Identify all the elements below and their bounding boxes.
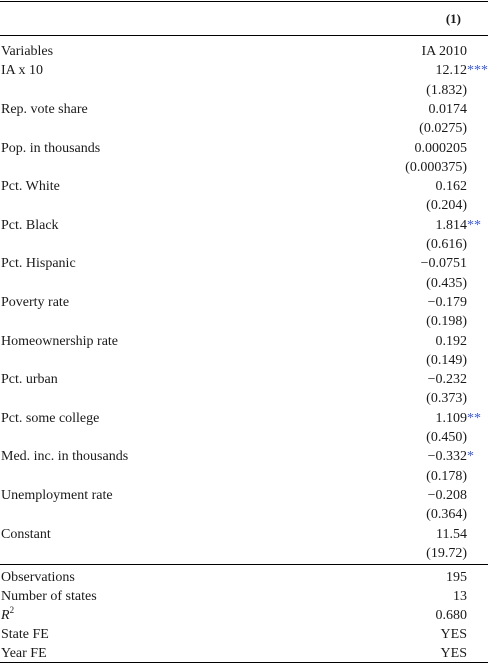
table-row [0,42,488,61]
std-error-value [426,389,467,408]
stat-label [1,625,49,644]
row-label: Pct. White [1,179,60,195]
row-label: Rep. vote share [1,101,88,117]
table-row [0,254,488,273]
value-text: (0.178) [426,468,467,484]
coefficient-value [415,139,468,158]
stat-label-text: R [1,608,10,623]
table-row [0,274,488,293]
table-row [0,196,488,215]
stat-label-text: Year FE [1,646,47,661]
coefficient-value [428,370,467,389]
std-error-value [426,467,467,486]
table-row [0,544,488,563]
stat-value: YES [440,627,467,642]
table-row [0,409,488,428]
std-error-value [426,312,467,331]
std-error-value [426,351,467,370]
value-text: (1.832) [426,82,467,98]
row-label: Pct. some college [1,410,100,426]
stat-value: 0.680 [435,608,467,623]
value-text: −0.179 [427,294,467,310]
stat-label-text: Number of states [1,589,97,604]
table-row [0,158,488,177]
row-label: Med. inc. in thousands [1,449,129,465]
stats-row [0,644,488,663]
stat-value: 195 [446,570,467,585]
stats-row [0,625,488,644]
value-text: −0.332 [427,449,467,465]
stats-row [0,606,488,625]
table-row [0,447,488,466]
coefficient-value [428,293,467,312]
row-label: Unemployment rate [1,487,113,503]
std-error-value [426,196,467,215]
value-text: (0.198) [426,314,467,330]
std-error-value [426,81,467,100]
value-text: −0.0751 [420,256,467,272]
coefficient-value [436,409,482,428]
value-text: (0.000375) [405,159,467,175]
coefficient-value [421,254,467,273]
table-row [0,177,488,196]
value-text: (0.616) [426,237,467,252]
table-row [0,235,488,254]
coefficient-value [429,100,468,119]
value-text: 12.12 [435,63,467,79]
std-error-value [426,544,467,563]
top-rule [0,1,488,2]
stat-label [1,587,97,606]
value-text: −0.208 [427,487,467,503]
table-row [0,428,488,447]
table-row [0,293,488,312]
value-text: (0.373) [426,391,467,407]
table-row [0,486,488,505]
coefficient-value [436,177,468,196]
bottom-rule [0,662,488,663]
table-row [0,351,488,370]
stat-label-superscript: 2 [9,605,15,615]
std-error-value [405,158,467,177]
significance-stars: ** [467,410,481,426]
std-error-value [419,119,467,138]
stat-label [1,568,75,587]
std-error-value [426,235,467,254]
table-row [0,61,488,80]
stat-value: YES [440,646,467,661]
significance-stars: ** [467,217,481,233]
value-text: 1.109 [435,410,467,426]
stats-row [0,568,488,587]
value-text: 0.0174 [428,101,467,117]
header-rule [0,35,488,36]
table-row [0,139,488,158]
row-label: Pct. Black [1,217,59,233]
table-row [0,81,488,100]
column-header: (1) [445,11,461,26]
row-label: Pop. in thousands [1,140,101,156]
row-label: Pct. Hispanic [1,256,76,272]
table-row [0,100,488,119]
row-label: Variables [1,44,54,59]
value-text: (0.204) [426,198,467,214]
coefficient-value [428,486,467,505]
std-error-value [426,428,467,447]
stats-rule [0,564,488,565]
table-row [0,332,488,351]
stat-label [1,644,47,663]
stat-label-text: State FE [1,627,49,642]
table-row [0,216,488,235]
table-row [0,312,488,331]
value-text: 1.814 [435,217,467,233]
stat-label-text: Observations [1,570,75,585]
stat-value: 13 [453,589,467,604]
value-text: (0.364) [426,507,467,523]
table-row [0,467,488,486]
std-error-value [426,505,467,524]
stat-label [1,606,14,625]
value-text: (0.435) [426,275,467,291]
row-label: Pct. urban [1,372,58,388]
significance-stars: * [467,449,474,465]
coefficient-value [436,61,489,80]
row-label: IA x 10 [1,63,43,79]
coefficient-value [422,42,468,61]
std-error-value [426,274,467,293]
row-label: Constant [1,526,51,542]
row-label: Poverty rate [1,294,70,310]
value-text: −0.232 [427,372,467,388]
table-row [0,370,488,389]
coefficient-value [436,216,482,235]
coefficient-value [436,525,467,544]
value-text: (0.0275) [419,121,467,137]
table-row [0,119,488,138]
value-text: 0.162 [435,179,467,195]
value-text: (0.450) [426,430,467,445]
table-row [0,505,488,524]
table-row [0,389,488,408]
coefficient-value [428,447,474,466]
row-label: Homeownership rate [1,333,119,349]
value-text: IA 2010 [421,44,467,59]
coefficient-value [436,332,468,351]
value-text: (0.149) [426,352,467,368]
value-text: 0.000205 [414,140,467,156]
value-text: 0.192 [435,333,467,349]
stats-row [0,587,488,606]
table-row [0,525,488,544]
significance-stars: *** [467,63,488,79]
value-text: 11.54 [436,526,467,542]
value-text: (19.72) [426,545,467,561]
column-header-row [0,9,488,29]
